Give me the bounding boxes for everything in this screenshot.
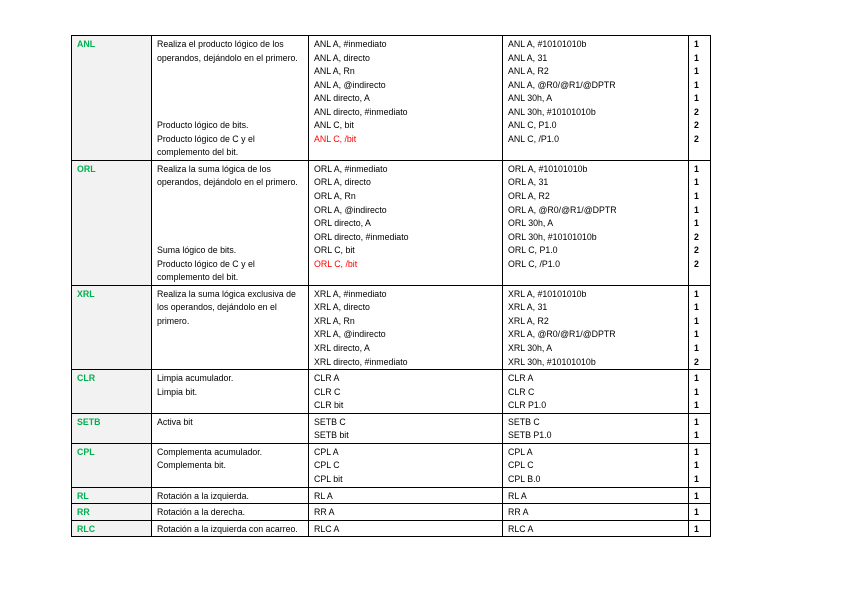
instruction-row <box>72 285 711 369</box>
syntax-line: XRL A, #inmediato <box>314 288 387 299</box>
mnemonic-cell <box>72 487 152 504</box>
syntax-line: ORL directo, A <box>314 218 371 229</box>
mnemonic-cell <box>72 36 152 161</box>
example-line: ORL A, #10101010b <box>508 163 588 174</box>
mnemonic-label: RL <box>77 490 89 501</box>
description-line <box>157 92 304 106</box>
bytes-value: 1 <box>694 52 699 63</box>
syntax-line: ANL C, /bit <box>314 133 357 144</box>
description-line: Realiza la suma lógica de los operandos, dejándolo en el primero. <box>157 163 298 188</box>
description-line: Rotación a la izquierda. <box>157 490 249 501</box>
example-line: XRL A, R2 <box>508 315 549 326</box>
example-line: CPL B.0 <box>508 473 541 484</box>
description-line: Realiza el producto lógico de los operandos, dejándolo en el primero. <box>157 39 298 63</box>
bytes-value: 1 <box>694 39 699 49</box>
bytes-cell <box>689 36 711 161</box>
syntax-line: ANL A, #inmediato <box>314 39 387 49</box>
example-line: XRL 30h, A <box>508 343 553 354</box>
bytes-value: 2 <box>694 106 699 117</box>
syntax-line: ANL directo, A <box>314 93 370 104</box>
example-line: ANL C, /P1.0 <box>508 133 560 144</box>
syntax-line: ORL A, #inmediato <box>314 163 388 174</box>
description-line <box>157 65 304 79</box>
syntax-line: CLR C <box>314 386 341 397</box>
bytes-value: 1 <box>694 446 699 457</box>
description-line: Rotación a la derecha. <box>157 507 246 518</box>
syntax-line: CPL C <box>314 460 340 471</box>
description-cell <box>152 370 309 414</box>
description-line: Activa bit <box>157 416 193 427</box>
syntax-line: RLC A <box>314 523 340 534</box>
syntax-line: XRL A, @indirecto <box>314 329 386 340</box>
instruction-row <box>72 413 711 443</box>
example-line: ORL 30h, A <box>508 218 554 229</box>
syntax-line: SETB C <box>314 416 346 427</box>
syntax-cell <box>309 413 503 443</box>
example-line: XRL A, 31 <box>508 302 548 313</box>
bytes-value: 1 <box>694 204 699 215</box>
syntax-line: ORL A, Rn <box>314 191 356 202</box>
syntax-cell <box>309 160 503 285</box>
mnemonic-label: SETB <box>77 416 101 427</box>
bytes-value: 1 <box>694 163 699 174</box>
description-line: Realiza la suma lógica exclusiva de los operandos, dejándolo en el primero. <box>157 288 296 326</box>
syntax-line: ANL C, bit <box>314 120 354 131</box>
bytes-value: 1 <box>694 373 699 384</box>
example-line: XRL A, @R0/@R1/@DPTR <box>508 329 616 340</box>
bytes-value: 1 <box>694 343 699 354</box>
example-line: ANL A, R2 <box>508 66 549 77</box>
mnemonic-label: ORL <box>77 163 96 174</box>
instruction-row <box>72 36 711 161</box>
mnemonic-label: RR <box>77 507 90 518</box>
example-line: ORL C, P1.0 <box>508 245 558 256</box>
syntax-line: ORL directo, #inmediato <box>314 231 409 242</box>
description-line: Rotación a la izquierda con acarreo. <box>157 523 298 534</box>
bytes-value: 1 <box>694 400 699 411</box>
bytes-value: 1 <box>694 507 699 518</box>
example-line: RLC A <box>508 523 534 534</box>
bytes-value: 1 <box>694 191 699 202</box>
example-line: CLR P1.0 <box>508 400 547 411</box>
bytes-value: 2 <box>694 245 699 256</box>
description-line: Limpia acumulador. <box>157 373 234 384</box>
syntax-line: XRL A, Rn <box>314 315 355 326</box>
bytes-value: 2 <box>694 231 699 242</box>
mnemonic-cell <box>72 443 152 487</box>
syntax-line: ORL A, directo <box>314 177 371 188</box>
bytes-value: 2 <box>694 120 699 131</box>
bytes-value: 2 <box>694 356 699 367</box>
mnemonic-label: XRL <box>77 288 95 299</box>
bytes-value: 1 <box>694 302 699 313</box>
bytes-value: 1 <box>694 490 699 501</box>
example-cell <box>503 520 689 537</box>
instruction-row <box>72 370 711 414</box>
example-cell <box>503 370 689 414</box>
syntax-line: CLR bit <box>314 400 344 411</box>
example-line: ANL C, P1.0 <box>508 120 557 131</box>
instruction-row <box>72 160 711 285</box>
description-line <box>157 204 304 218</box>
example-line: ANL 30h, A <box>508 93 553 104</box>
description-line: Producto lógico de bits. <box>157 120 249 131</box>
description-cell <box>152 285 309 369</box>
syntax-line: RR A <box>314 507 335 518</box>
description-cell <box>152 413 309 443</box>
bytes-value: 1 <box>694 79 699 90</box>
example-line: ANL A, 31 <box>508 52 548 63</box>
bytes-value: 1 <box>694 218 699 229</box>
syntax-cell <box>309 36 503 161</box>
syntax-line: XRL directo, A <box>314 343 370 354</box>
syntax-cell <box>309 520 503 537</box>
description-cell <box>152 36 309 161</box>
bytes-cell <box>689 520 711 537</box>
bytes-value: 1 <box>694 66 699 77</box>
syntax-line: SETB bit <box>314 430 349 441</box>
mnemonic-label: RLC <box>77 523 96 534</box>
syntax-cell <box>309 504 503 521</box>
bytes-value: 1 <box>694 460 699 471</box>
syntax-line: ORL A, @indirecto <box>314 204 387 215</box>
description-cell <box>152 520 309 537</box>
example-line: CLR A <box>508 373 534 384</box>
mnemonic-cell <box>72 504 152 521</box>
bytes-value: 1 <box>694 329 699 340</box>
instruction-row <box>72 504 711 521</box>
mnemonic-label: CLR <box>77 373 96 384</box>
example-line: RL A <box>508 490 527 501</box>
description-line <box>157 106 304 120</box>
syntax-cell <box>309 370 503 414</box>
example-line: ORL C, /P1.0 <box>508 258 560 269</box>
syntax-line: RL A <box>314 490 333 501</box>
bytes-value: 2 <box>694 133 699 144</box>
description-line <box>157 79 304 93</box>
description-cell <box>152 504 309 521</box>
syntax-line: ANL A, @indirecto <box>314 79 386 90</box>
instruction-table-page <box>71 35 710 537</box>
description-line <box>157 217 304 231</box>
description-line: Complementa bit. <box>157 460 226 471</box>
bytes-value: 1 <box>694 386 699 397</box>
bytes-value: 1 <box>694 93 699 104</box>
mnemonic-label: CPL <box>77 446 95 457</box>
syntax-line: CPL A <box>314 446 339 457</box>
mnemonic-cell <box>72 520 152 537</box>
syntax-line: ANL directo, #inmediato <box>314 106 408 117</box>
mnemonic-cell <box>72 160 152 285</box>
description-line: Limpia bit. <box>157 386 198 397</box>
example-line: CPL C <box>508 460 534 471</box>
syntax-cell <box>309 285 503 369</box>
instruction-row <box>72 520 711 537</box>
bytes-value: 1 <box>694 523 699 534</box>
instruction-row <box>72 443 711 487</box>
bytes-value: 1 <box>694 473 699 484</box>
syntax-line: ORL C, bit <box>314 245 355 256</box>
bytes-value: 1 <box>694 288 699 299</box>
description-line: Producto lógico de C y el complemento del bit. <box>157 133 255 158</box>
syntax-cell <box>309 443 503 487</box>
description-line <box>157 190 304 204</box>
syntax-line: ANL A, Rn <box>314 66 355 77</box>
example-line: SETB C <box>508 416 540 427</box>
syntax-line: ORL C, /bit <box>314 258 358 269</box>
instruction-row <box>72 487 711 504</box>
instruction-table-body <box>72 36 711 537</box>
bytes-cell <box>689 370 711 414</box>
bytes-value: 2 <box>694 258 699 269</box>
bytes-cell <box>689 504 711 521</box>
example-cell <box>503 443 689 487</box>
example-cell <box>503 413 689 443</box>
example-line: ORL 30h, #10101010b <box>508 231 597 242</box>
description-line: Complementa acumulador. <box>157 446 263 457</box>
example-line: RR A <box>508 507 529 518</box>
mnemonic-cell <box>72 413 152 443</box>
syntax-line: CPL bit <box>314 473 343 484</box>
bytes-cell <box>689 160 711 285</box>
mnemonic-cell <box>72 370 152 414</box>
bytes-cell <box>689 413 711 443</box>
example-line: CPL A <box>508 446 533 457</box>
example-cell <box>503 504 689 521</box>
description-cell <box>152 443 309 487</box>
description-line: Producto lógico de C y el complemento del bit. <box>157 258 255 283</box>
description-line: Suma lógico de bits. <box>157 245 237 256</box>
bytes-value: 1 <box>694 315 699 326</box>
instruction-table <box>71 35 711 537</box>
example-line: ANL A, #10101010b <box>508 39 587 49</box>
example-line: XRL 30h, #10101010b <box>508 356 596 367</box>
mnemonic-cell <box>72 285 152 369</box>
bytes-value: 1 <box>694 430 699 441</box>
bytes-cell <box>689 285 711 369</box>
example-line: ORL A, 31 <box>508 177 549 188</box>
syntax-line: XRL A, directo <box>314 302 370 313</box>
example-line: XRL A, #10101010b <box>508 288 587 299</box>
example-line: ORL A, R2 <box>508 191 550 202</box>
bytes-value: 1 <box>694 416 699 427</box>
description-cell <box>152 487 309 504</box>
example-line: ORL A, @R0/@R1/@DPTR <box>508 204 617 215</box>
example-cell <box>503 285 689 369</box>
syntax-line: XRL directo, #inmediato <box>314 356 408 367</box>
bytes-cell <box>689 443 711 487</box>
example-cell <box>503 36 689 161</box>
example-line: CLR C <box>508 386 535 397</box>
syntax-line: ANL A, directo <box>314 52 370 63</box>
example-cell <box>503 487 689 504</box>
syntax-line: CLR A <box>314 373 340 384</box>
example-cell <box>503 160 689 285</box>
syntax-cell <box>309 487 503 504</box>
mnemonic-label: ANL <box>77 39 96 49</box>
example-line: SETB P1.0 <box>508 430 552 441</box>
bytes-cell <box>689 487 711 504</box>
example-line: ANL 30h, #10101010b <box>508 106 596 117</box>
description-cell <box>152 160 309 285</box>
example-line: ANL A, @R0/@R1/@DPTR <box>508 79 616 90</box>
description-line <box>157 231 304 245</box>
bytes-value: 1 <box>694 177 699 188</box>
